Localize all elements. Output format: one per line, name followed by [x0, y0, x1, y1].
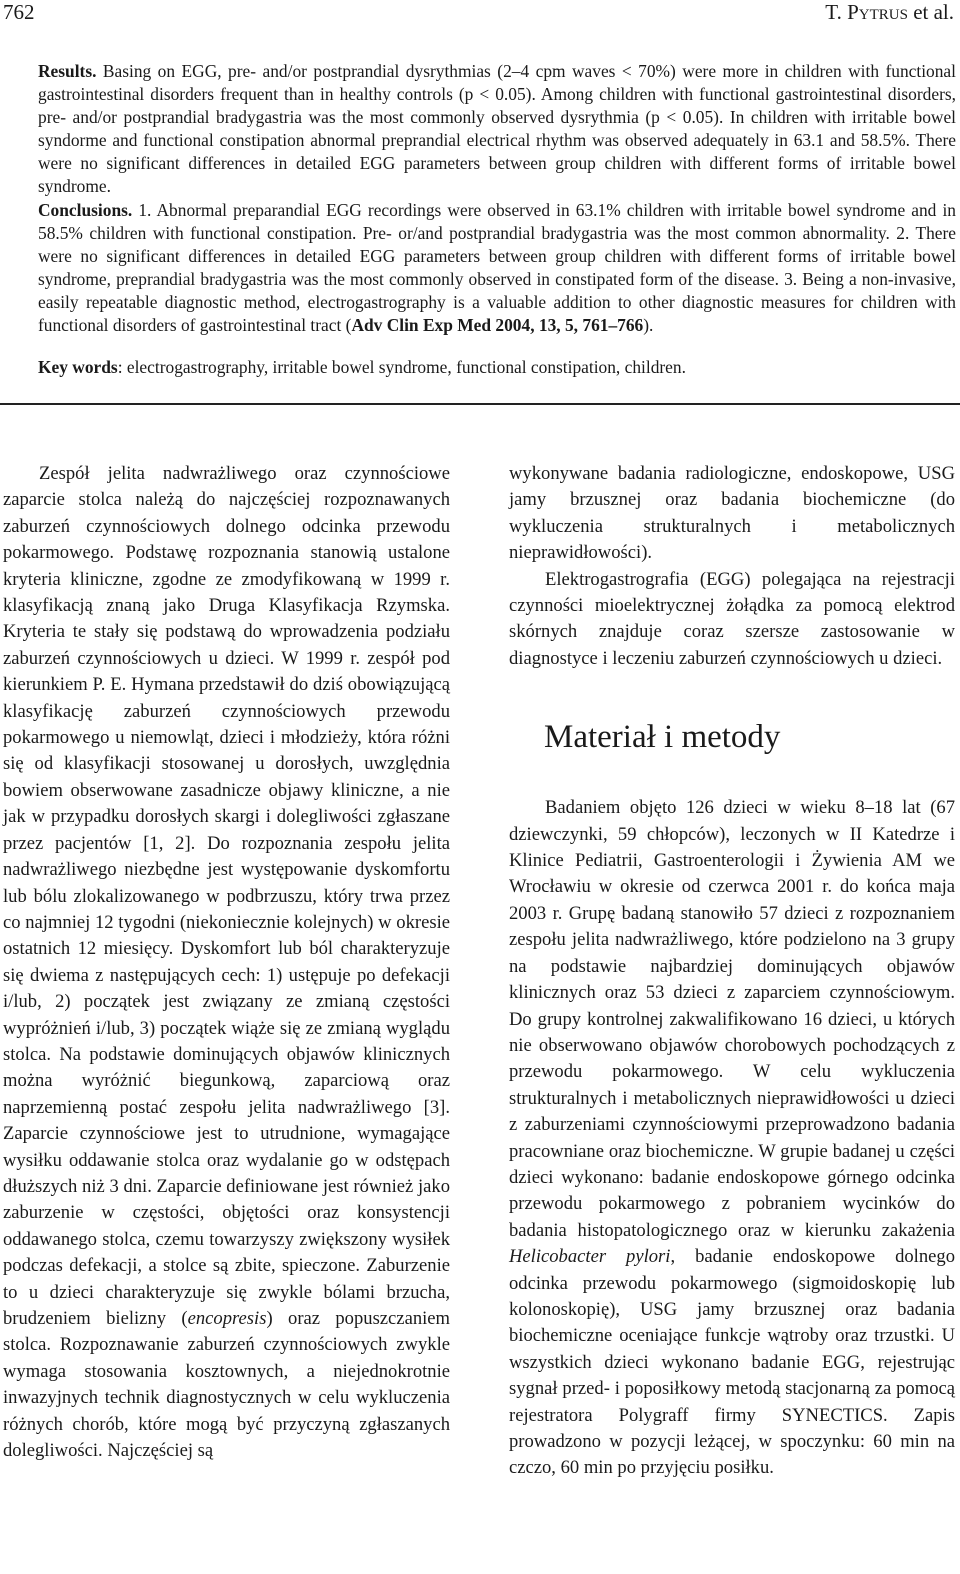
running-authors: T. Pytrus et al.: [825, 0, 954, 24]
page-number: 762: [3, 0, 35, 24]
keywords-label: Key words: [38, 357, 118, 378]
keywords-text: : electrogastrography, irritable bowel syndrome, functional constipation, children.: [117, 357, 686, 378]
intro-paragraph: Zespół jelita nadwrażliwego oraz czynnościowe zaparcie stolca należą do najczęściej rozpoznawanych zaburzeń czynnościowych dolnego odcinka przewodu pokarmowego. Podstawę rozpoznania stanowią ustalone kryteria kliniczne, zgodne ze zmodyfikowaną w 1999 r. klasyfikacją znaną jako Druga Klasyfikacja Rzymska. Kryteria te stały się podstawą do wprowadzenia podziału zaburzeń czynnościowych u dzieci. W 1999 r. zespół pod kierunkiem P. E. Hymana przedstawił do dziś obowiązującą klasyfikację zaburzeń czynnościowych przewodu pokarmowego u niemowląt, dzieci i młodzieży, która różni się od klasyfikacji stosowanej u dorosłych, uwzględnia bowiem obserwowane zasadnicze objawy kliniczne, a nie jak w przypadku dorosłych skargi i dolegliwości zgłaszane przez pacjentów [1, 2]. Do rozpoznania zespołu jelita nadwrażliwego niezbędne jest występowanie dyskomfortu lub bólu zlokalizowanego w podbrzuszu, który trwa przez co najmniej 12 tygodni (niekoniecznie kolejnych) w okresie ostatnich 12 miesięcy. Dyskomfort lub ból charakteryzuje się dwiema z następujących cech: 1) ustępuje po defekacji i/lub, 2) początek jest związany ze zmianą częstości wypróżnień i/lub, 3) początek wiąże się ze zmianą wyglądu stolca. Na podstawie dominujących objawów klinicznych można wyróżnić biegunkową, zaparciową oraz naprzemienną postać zespołu jelita nadwrażliwego [3]. Zaparcie czynnościowe jest to utrudnione, wymagające wysiłku oddawanie stolca oraz wydalanie go w odstępach dłuższych niż 3 dni. Zaparcie definiowane jest również jako zaburzenie w częstości, objętości oraz konsystencji oddawanego stolca, czemu towarzyszy zwiększony wysiłek podczas defekacji, a stolce są zbite, spieczone. Zaburzenie to u dzieci charakteryzuje się zwykle bólami brzucha, brudzeniem bielizny (encopresis) oraz popuszczaniem stolca. Rozpoznawanie zaburzeń czynnościowych zwykle wymaga stosowania kosztownych, a niejednokrotnie inwazyjnych technik diagnostycznych w celu wykluczenia różnych chorób, które mogą być przyczyną zgłaszanych dolegliwości. Najczęściej są: [3, 463, 450, 1462]
section-heading: Materiał i metody: [544, 719, 781, 756]
citation: Adv Clin Exp Med 2004, 13, 5, 761–766: [351, 315, 644, 336]
keywords: [38, 356, 956, 379]
methods-paragraph: Badaniem objęto 126 dzieci w wieku 8–18 lat (67 dziewczynki, 59 chłopców), leczonych w II Katedrze i Klinice Pediatrii, Gastroenterologii i Żywienia AM we Wrocławiu w okresie od czerwca 2001 r. do końca maja 2003 r. Grupę badaną stanowiło 57 dzieci z rozpoznaniem zespołu jelita nadwrażliwego, które podzielono na 3 grupy na podstawie najbardziej dominujących objawów klinicznych oraz 53 dzieci z zaparciem czynnościowym. Do grupy kontrolnej zakwalifikowano 16 dzieci, u których nie obserwowano objawów chorobowych pochodzących z przewodu pokarmowego. W celu wykluczenia strukturalnych i metabolicznych nieprawidłowości u dzieci z zaburzeniami czynnościowymi przeprowadzono badania pracowniane oraz biochemiczne. W grupie badanej u części dzieci wykonano: badanie endoskopowe górnego odcinka przewodu pokarmowego z pobraniem wycinków do badania histopatologicznego oraz w kierunku zakażenia Helicobacter pylori, badanie endoskopowe dolnego odcinka przewodu pokarmowego (sigmoidoskopię lub kolonoskopię), USG jamy brzusznej oraz badania biochemiczne oceniające funkcje wątroby oraz trzustki. U wszystkich dzieci wykonano badanie EGG, rejestrując sygnał przed- i poposiłkowy metodą stacjonarną za pomocą rejestratora Polygraff firmy SYNECTICS. Zapis prowadzono w pozycji leżącej, w spoczynku: 60 min na czczo, 60 min po przyjęciu posiłku.: [509, 797, 955, 1479]
abstract: [38, 60, 956, 379]
abstract-body: Results. Basing on EGG, pre- and/or postprandial dysrythmias (2–4 cpm waves < 70%) were more in children with functional gastrointestinal disorders frequent than in healthy controls (p < 0.05). Among children with functional gastrointestinal disorders, pre- and/or postprandial bradygastria was the most commonly observed dysrythmia (p < 0.05). In children with irritable bowel syndorme and functional constipation abnormal preprandial electrical rhythm was observed adequately in 63.1 and 58.5%. There were no significant differences in detailed EGG parameters between group children with different forms of irritable bowel syndrome. Conclusions. 1. Abnormal preparandial EGG recordings were observed in 63.1% children with irritable bowel syndrome and in 58.5% children with functional constipation. Pre- or/and postprandial bradygastria was the most common abnormality. 2. There were no significant differences in detailed EGG parameters between group children with different forms of irritable bowel syndrome, preprandial bradygastria was the most commonly observed in constipated form of the disease. 3. Being a non-invasive, easily repeatable diagnostic method, electrogastrography is a valuable addition to other diagnostic measures for children with functional disorders of gastrointestinal tract (Adv Clin Exp Med 2004, 13, 5, 761–766).: [38, 61, 956, 336]
results-label: Results.: [38, 61, 97, 81]
running-header: [0, 0, 960, 26]
results-text: Basing on EGG, pre- and/or postprandial dysrythmias (2–4 cpm waves < 70%) were more in children with functional gastrointestinal disorders frequent than in healthy controls (p < 0.05). Among children with functional gastrointestinal disorders, pre- and/or postprandial bradygastria was the most commonly observed dysrythmia (p < 0.05). In children with irritable bowel syndorme and functional constipation abnormal preprandial electrical rhythm was observed adequately in 63.1 and 58.5%. There were no significant differences in detailed EGG parameters between group children with different forms of irritable bowel syndrome.: [38, 61, 956, 197]
continued-paragraph: wykonywane badania radiologiczne, endoskopowe, USG jamy brzusznej oraz badania biochemiczne (do wykluczenia strukturalnych i metabolicznych nieprawidłowości).: [509, 463, 955, 564]
left-column: [3, 461, 450, 1464]
egg-paragraph: Elektrogastrografia (EGG) polegająca na rejestracji czynności mioelektrycznej żołądka za pomocą elektrod skórnych znajduje coraz szersze zastosowanie w diagnostyce i leczeniu zaburzeń czynnościowych u dzieci.: [509, 568, 955, 669]
conclusions-label: Conclusions.: [38, 199, 133, 220]
conclusions-text: 1. Abnormal preparandial EGG recordings were observed in 63.1% children with irritable bowel syndrome and in 58.5% children with functional constipation. Pre- or/and postprandial bradygastria was the most common abnormality. 2. There were no significant differences in detailed EGG parameters between group children with different forms of irritable bowel syndrome, preprandial bradygastria was the most commonly observed in constipated form of the disease. 3. Being a non-invasive, easily repeatable diagnostic method, electrogastrography is a valuable addition to other diagnostic measures for children with functional disorders of gastrointestinal tract (: [38, 199, 956, 336]
section-divider: [0, 403, 960, 405]
right-column: [509, 461, 955, 1482]
